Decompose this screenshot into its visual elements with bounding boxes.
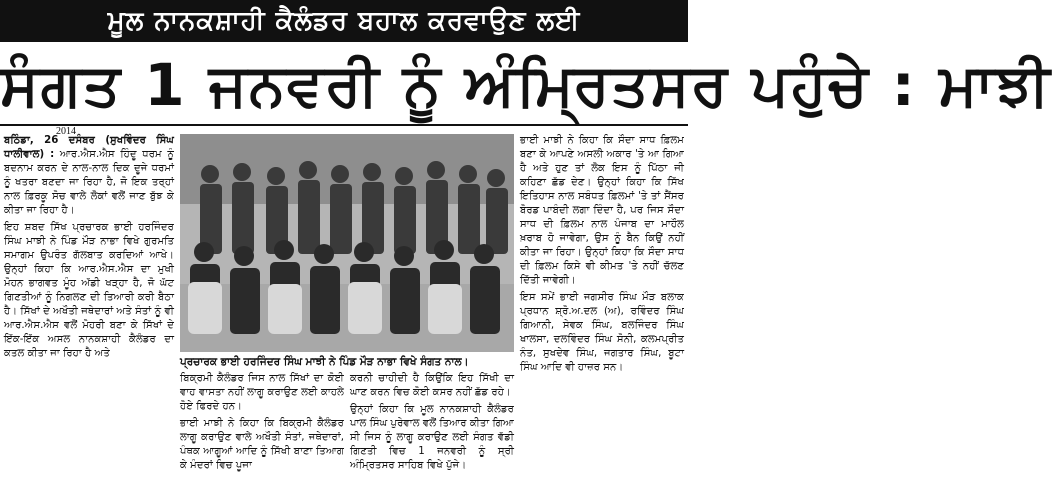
article-column-middle-2 [350,372,514,476]
kicker-banner: ਮੂਲ ਨਾਨਕਸ਼ਾਹੀ ਕੈਲੰਡਰ ਬਹਾਲ ਕਰਵਾਉਣ ਲਈ [0,0,688,42]
photo-caption: ਪ੍ਰਚਾਰਕ ਭਾਈ ਹਰਜਿੰਦਰ ਸਿੰਘ ਮਾਝੀ ਨੇ ਪਿੰਡ ਮੌੜ ਨਾਭਾ ਵਿਖੇ ਸੰਗਤ ਨਾਲ। [180,356,469,368]
paragraph: ਭਾਈ ਮਾਝੀ ਨੇ ਕਿਹਾ ਕਿ ਬਿਕ੍ਰਮੀ ਕੈਲੰਡਰ ਲਾਗੂ ਕਰਾਉਣ ਵਾਲੇ ਅਖੌਤੀ ਸੰਤਾਂ, ਜਥੇਦਾਰਾਂ, ਪੰਥਕ ਆਗੂਆਂ ਆਦਿ ਨੂੰ ਸਿੱਖੀ ਬਾਣਾ ਤਿਆਗ ਕੇ ਮੰਦਰਾਂ ਵਿਚ ਪੂਜਾ [180,418,344,471]
article-column-middle-1 [180,372,344,476]
year-stamp: 2014 [56,126,76,137]
group-photo-graphic [180,134,514,352]
paragraph-text: ਆਰ.ਐਸ.ਐਸ ਹਿੰਦੂ ਧਰਮ ਨੂੰ ਬਦਨਾਮ ਕਰਨ ਦੇ ਨਾਲ-ਨਾਲ ਦਿਕ ਦੂਜੇ ਧਰਮਾਂ ਨੂੰ ਖਤਰਾ ਬਣਦਾ ਜਾ ਰਿਹਾ ਹੈ, ਜੋ ਇਕ ਤਰ੍ਹਾਂ ਨਾਲ ਫ਼ਿਰਕੂ ਸੋਚ ਵਾਲੇ ਲੋਕਾਂ ਵਲੋਂ ਜਾਣ ਬੁੱਝ ਕੇ ਕੀਤਾ ਜਾ ਰਿਹਾ ਹੈ। [4,149,174,216]
dateline: ਬਠਿੰਡਾ, 26 ਦਸੰਬਰ (ਸੁਖਵਿੰਦਰ ਸਿੰਘ ਧਾਲੀਵਾਲ) : [4,135,174,160]
headline-rule [0,124,688,126]
article-column-left [4,134,174,476]
paragraph: ਬਿਕ੍ਰਮੀ ਕੈਲੰਡਰ ਜਿਸ ਨਾਲ ਸਿੱਖਾਂ ਦਾ ਕੋਈ ਵਾਹ ਵਾਸਤਾ ਨਹੀਂ ਲਾਗੂ ਕਰਾਉਣ ਲਈ ਕਾਹਲੇ ਹੋਏ ਫਿਰਦੇ ਹਨ। [180,373,344,412]
paragraph [4,134,174,218]
paragraph: ਉਨ੍ਹਾਂ ਕਿਹਾ ਕਿ ਮੂਲ ਨਾਨਕਸ਼ਾਹੀ ਕੈਲੰਡਰ ਪਾਲ ਸਿੰਘ ਪੁਰੇਵਾਲ ਵਲੋਂ ਤਿਆਰ ਕੀਤਾ ਗਿਆ ਸੀ ਜਿਸ ਨੂੰ ਲਾਗੂ ਕਰਾਉਣ ਲਈ ਸੰਗਤ ਵੱਡੀ ਗਿਣਤੀ ਵਿਚ 1 ਜਨਵਰੀ ਨੂੰ ਸ੍ਰੀ ਅੰਮ੍ਰਿਤਸਰ ਸਾਹਿਬ ਵਿਖੇ ਪੁੱਜੇ। [350,404,514,471]
article-column-right [520,134,684,476]
paragraph: ਕਰਨੀ ਚਾਹੀਦੀ ਹੈ ਕਿਉਂਕਿ ਇਹ ਸਿੱਖੀ ਦਾ ਘਾਣ ਕਰਨ ਵਿਚ ਕੋਈ ਕਸਰ ਨਹੀਂ ਛੱਡ ਰਹੇ। [350,373,514,398]
paragraph: ਇਸ ਸਮੇਂ ਭਾਈ ਜਗਸੀਰ ਸਿੰਘ ਮੌੜ ਬਲਾਕ ਪ੍ਰਧਾਨ ਸ਼੍ਰੋ.ਅ.ਦਲ (ਅ), ਰਵਿੰਦਰ ਸਿੰਘ ਗਿਆਨੀ, ਸੇਵਕ ਸਿੰਘ, ਬਲਜਿੰਦਰ ਸਿੰਘ ਖਾਲਸਾ, ਦਲਵਿੰਦਰ ਸਿੰਘ ਸੋਨੀ, ਕਲਮਪ੍ਰੀਤ ਨੰਤ, ਸੁਖਦੇਵ ਸਿੰਘ, ਜਗਤਾਰ ਸਿੰਘ, ਬੂਟਾ ਸਿੰਘ ਆਦਿ ਵੀ ਹਾਜ਼ਰ ਸਨ। [520,292,684,373]
paragraph: ਭਾਈ ਮਾਝੀ ਨੇ ਕਿਹਾ ਕਿ ਸੌਦਾ ਸਾਧ ਫ਼ਿਲਮ ਬਣਾ ਕੇ ਆਪਣੇ ਅਸਲੀ ਅਕਾਰ 'ਤੇ ਆ ਗਿਆ ਹੈ ਅਤੇ ਹੁਣ ਤਾਂ ਲੋਕ ਇਸ ਨੂੰ ਪਿੱਠਾ ਜੀ ਕਹਿਣਾ ਛੱਡ ਦੇਣ। ਉਨ੍ਹਾਂ ਕਿਹਾ ਕਿ ਸਿੱਖ ਇਤਿਹਾਸ ਨਾਲ ਸਬੰਧਤ ਫ਼ਿਲਮਾਂ 'ਤੇ ਤਾਂ ਸੈਂਸਰ ਬੋਰਡ ਪਾਬੰਦੀ ਲਗਾ ਦਿੰਦਾ ਹੈ, ਪਰ ਜਿਸ ਸੌਦਾ ਸਾਧ ਦੀ ਫ਼ਿਲਮ ਨਾਲ ਪੰਜਾਬ ਦਾ ਮਾਹੌਲ ਖ਼ਰਾਬ ਹੋ ਜਾਵੇਗਾ, ਉਸ ਨੂੰ ਬੈਨ ਕਿਉਂ ਨਹੀਂ ਕੀਤਾ ਜਾ ਰਿਹਾ। ਉਨ੍ਹਾਂ ਕਿਹਾ ਕਿ ਸੌਦਾ ਸਾਧ ਦੀ ਫ਼ਿਲਮ ਕਿਸੇ ਵੀ ਕੀਮਤ 'ਤੇ ਨਹੀਂ ਚੱਲਣ ਦਿੱਤੀ ਜਾਵੇਗੀ। [520,135,684,286]
paragraph: ਇਹ ਸ਼ਬਦ ਸਿੱਖ ਪ੍ਰਚਾਰਕ ਭਾਈ ਹਰਜਿੰਦਰ ਸਿੰਘ ਮਾਝੀ ਨੇ ਪਿੰਡ ਮੌੜ ਨਾਭਾ ਵਿਖੇ ਗੁਰਮਤਿ ਸਮਾਗਮ ਉਪਰੰਤ ਗੱਲਬਾਤ ਕਰਦਿਆਂ ਆਖੇ। ਉਨ੍ਹਾਂ ਕਿਹਾ ਕਿ ਆਰ.ਐਸ.ਐਸ ਦਾ ਮੁਖੀ ਮੋਹਨ ਭਾਗਵਤ ਮੂੰਹ ਅੱਡੀ ਖੜ੍ਹਾ ਹੈ, ਜੋ ਘੱਟ ਗਿਣਤੀਆਂ ਨੂੰ ਨਿਗਲਣ ਦੀ ਤਿਆਰੀ ਕਰੀ ਬੈਠਾ ਹੈ। ਸਿੱਖਾਂ ਦੇ ਅਖੌਤੀ ਜਥੇਦਾਰਾਂ ਅਤੇ ਸੰਤਾਂ ਨੂੰ ਵੀ ਆਰ.ਐਸ.ਐਸ ਵਲੋਂ ਮੋਹਰੀ ਬਣਾ ਕੇ ਸਿੱਖਾਂ ਦੇ ਇੱਕ-ਇੱਕ ਅਸਲ ਨਾਨਕਸ਼ਾਹੀ ਕੈਲੰਡਰ ਦਾ ਕਤਲ ਕੀਤਾ ਜਾ ਰਿਹਾ ਹੈ ਅਤੇ [4,222,174,359]
group-photo [180,134,514,352]
headline: ਸੰਗਤ 1 ਜਨਵਰੀ ਨੂੰ ਅੰਮ੍ਰਿਤਸਰ ਪਹੁੰਚੇ : ਮਾਝੀ [0,51,1052,119]
